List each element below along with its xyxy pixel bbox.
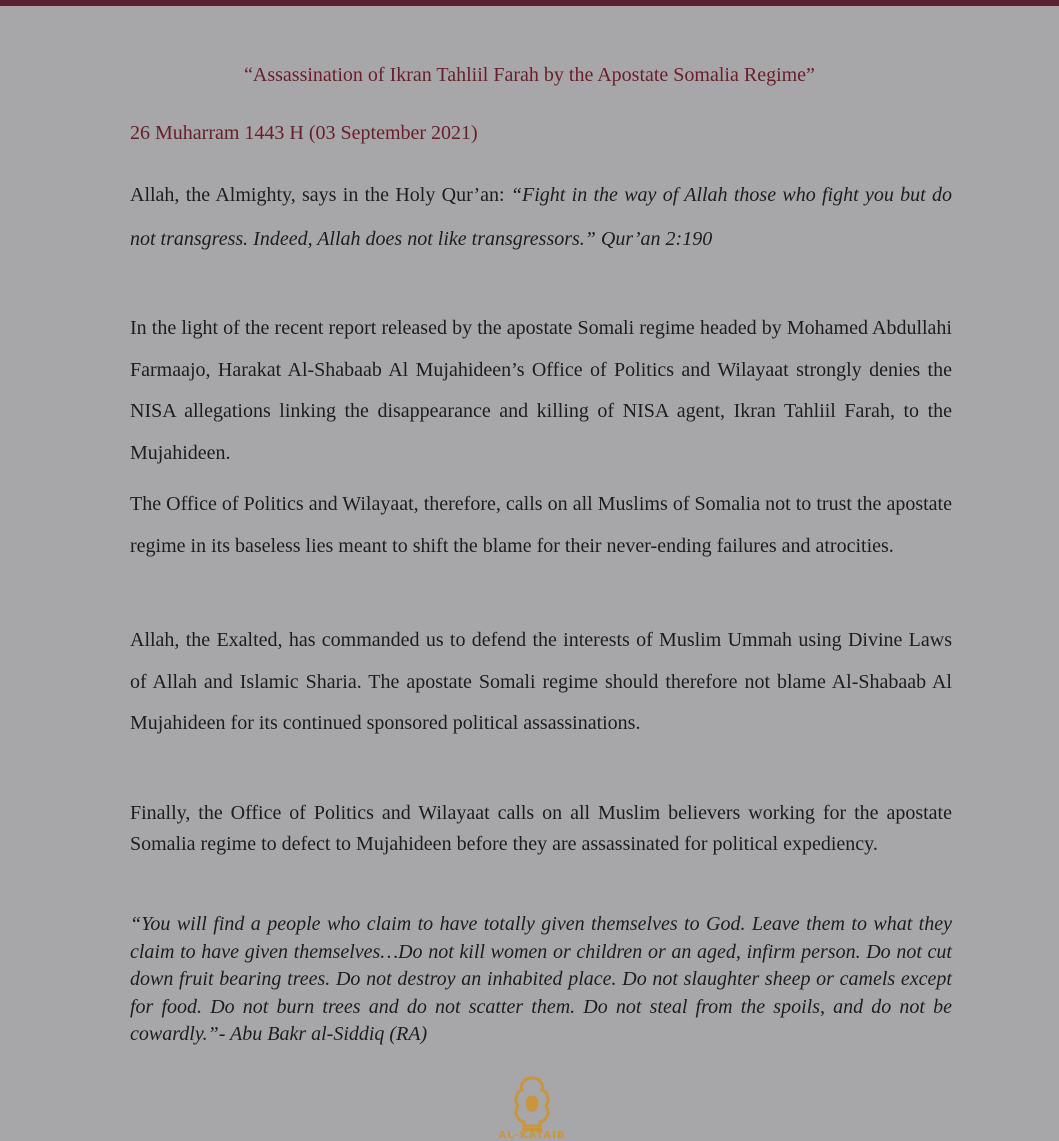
logo-label: AL-KATAIB [498, 1130, 566, 1141]
paragraph-call-to-muslims: The Office of Politics and Wilayaat, therefore, calls on all Muslims of Somalia not to trust the apostate regime in its baseless lies meant to shift the blame for their never-ending failures and atrocities. [130, 493, 952, 557]
quran-verse-quote: “Fight in the way of Allah those who fight you but do not transgress. Indeed, Allah does not like transgressors.” Qur’an 2:190 [130, 184, 952, 250]
paragraph-denial: In the light of the recent report released by the apostate Somali regime headed by Mohamed Abdullahi Farmaajo, Harakat Al-Shabaab Al Mujahideen’s Office of Politics and Wilayaat strongly denies the NISA allegations linking the disappearance and killing of NISA agent, Ikran Tahliil Farah, to the Mujahideen. [130, 317, 952, 464]
paragraph-defection-call: Finally, the Office of Politics and Wilayaat calls on all Muslim believers working for the apostate Somalia regime to defect to Mujahideen before they are assassinated for political expediency. [130, 802, 952, 855]
paragraph-divine-laws: Allah, the Exalted, has commanded us to defend the interests of Muslim Ummah using Divine Laws of Allah and Islamic Sharia. The apostate Somali regime should therefore not blame Al-Shabaab Al Mujahideen for its continued sponsored political assassinations. [130, 629, 952, 734]
quran-intro-text: Allah, the Almighty, says in the Holy Qur’an: [130, 184, 511, 206]
paragraph-quran-citation [130, 173, 952, 261]
document-date: 26 Muharram 1443 H (03 September 2021) [130, 122, 478, 144]
statement-page [0, 6, 1059, 1141]
closing-quote: “You will find a people who claim to have totally given themselves to God. Leave them to what they claim to have given themselves…Do not kill women or children or an aged, infirm person. Do not cut down fruit bearing trees. Do not destroy an inhabited place. Do not slaughter sheep or camels except for food. Do not burn trees and do not scatter them. Do not steal from the spoils, and do not be cowardly.”- Abu Bakr al-Siddiq (RA) [130, 913, 952, 1045]
al-kataib-emblem-icon [510, 1074, 554, 1138]
document-title: “Assassination of Ikran Tahliil Farah by the Apostate Somalia Regime” [244, 64, 815, 86]
